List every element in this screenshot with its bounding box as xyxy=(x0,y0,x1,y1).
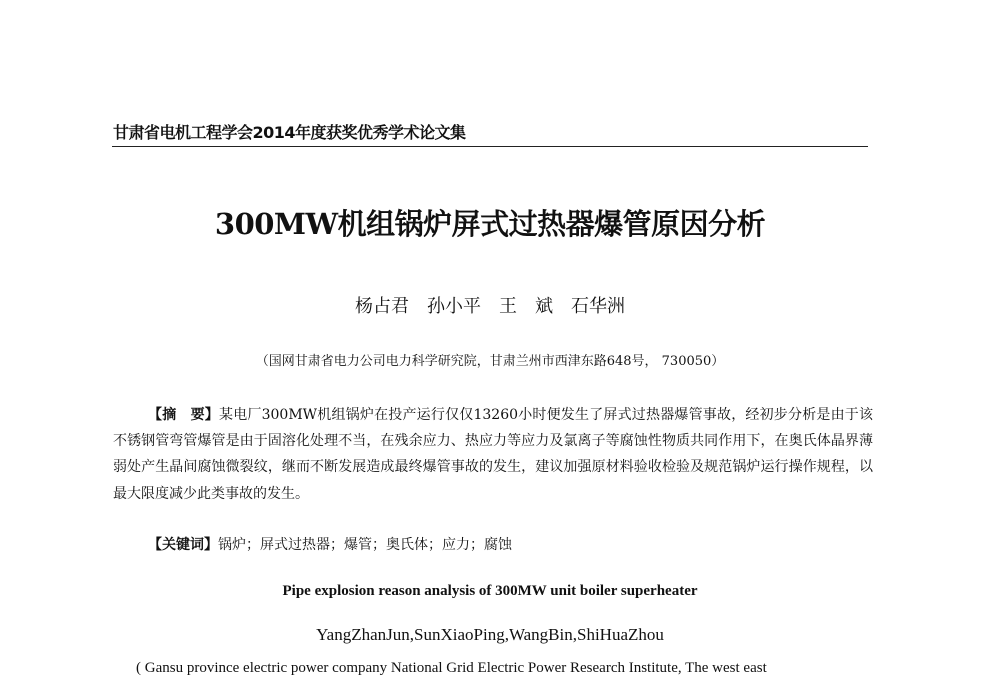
english-authors: YangZhanJun,SunXiaoPing,WangBin,ShiHuaZhou xyxy=(316,625,664,644)
paper-title: 300MW机组锅炉屏式过热器爆管原因分析 xyxy=(214,207,766,241)
english-title: Pipe explosion reason analysis of 300MW unit boiler superheater xyxy=(282,583,698,599)
keywords-text: 锅炉；屏式过热器；爆管；奥氏体；应力；腐蚀 xyxy=(218,537,512,553)
running-header: 甘肃省电机工程学会2014年度获奖优秀学术论文集 xyxy=(113,123,466,142)
header-rule xyxy=(112,146,868,147)
abstract-label: 【摘 要】 xyxy=(148,407,220,423)
abstract xyxy=(113,402,873,507)
keywords-label: 【关键词】 xyxy=(148,537,218,553)
author-list: 杨占君 孙小平 王 斌 石华洲 xyxy=(355,296,625,317)
affiliation: （国网甘肃省电力公司电力科学研究院，甘肃兰州市西津东路648号， 730050） xyxy=(255,354,725,369)
abstract-text: 某电厂300MW机组锅炉在投产运行仅仅13260小时便发生了屏式过热器爆管事故，经初步分析是由于该不锈钢管弯管爆管是由于固溶化处理不当，在残余应力、热应力等应力及氯离子等腐蚀性物质共同作用下，在奥氏体晶界薄弱处产生晶间腐蚀微裂纹，继而不断发展造成最终爆管事故的发生，建议加强原材料验收检验及规范锅炉运行操作规程，以最大限度减少此类事故的发生。 xyxy=(113,407,874,502)
keywords xyxy=(148,534,512,554)
english-affiliation: ( Gansu province electric power company National Grid Electric Power Research Institute, The west east xyxy=(136,660,767,676)
